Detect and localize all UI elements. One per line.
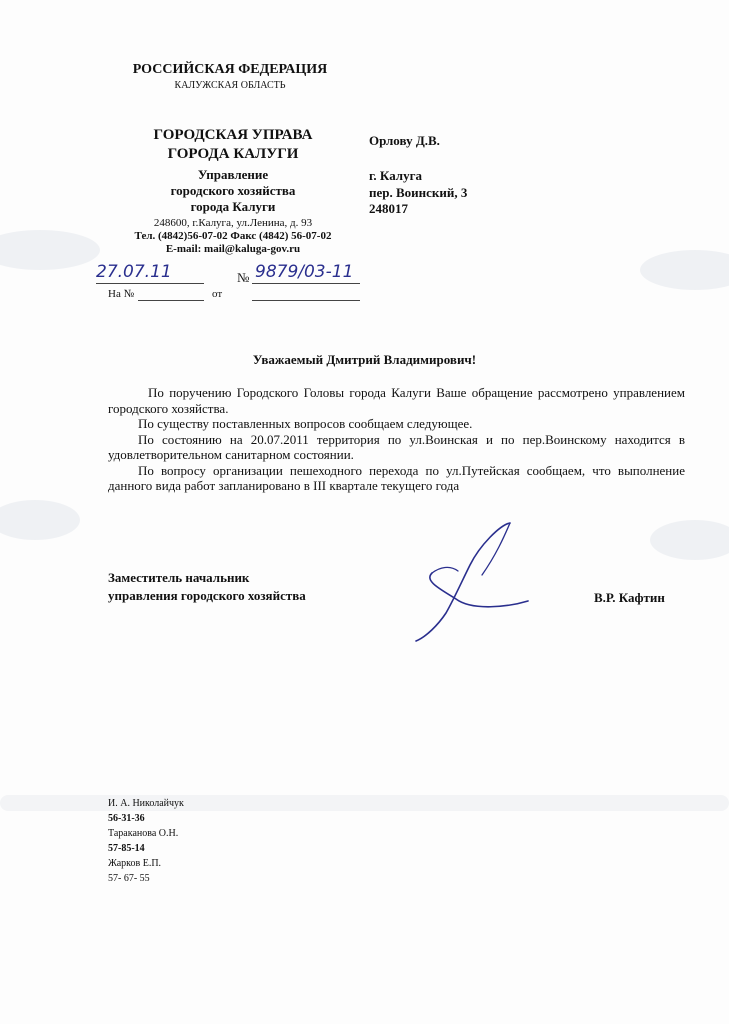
recipient-zip: 248017	[369, 201, 408, 216]
handwritten-number: 9879/03-11	[255, 262, 354, 282]
reply-to-label: На №	[108, 288, 135, 300]
recipient-street: пер. Воинский, 3	[369, 185, 468, 200]
department-line3: города Калуги	[190, 199, 276, 214]
sender-address: 248600, г.Калуга, ул.Ленина, д. 93	[153, 217, 313, 229]
handwritten-date: 27.07.11	[96, 262, 172, 282]
executor-1-phone: 56-31-36	[108, 813, 145, 824]
executor-2-phone: 57-85-14	[108, 843, 145, 854]
signatory-position-line1: Заместитель начальник	[108, 570, 250, 585]
from-underline	[252, 300, 360, 301]
recipient-city: г. Калуга	[369, 168, 423, 183]
number-sign: №	[237, 270, 250, 285]
signatory-name: В.Р. Кафтин	[594, 590, 665, 605]
date-underline	[96, 283, 204, 284]
executor-3-phone: 57- 67- 55	[108, 873, 150, 884]
handwritten-signature	[410, 515, 540, 645]
body-paragraph-3: По состоянию на 20.07.2011 территория по ул.Воинская и по пер.Воинскому находится в удовлетворительном санитарном состоянии.	[108, 431, 685, 462]
paper-smudge	[0, 230, 100, 270]
authority-name-line1: ГОРОДСКАЯ УПРАВА	[153, 127, 313, 143]
signatory-position-line2: управления городского хозяйства	[108, 588, 306, 603]
department-line1: Управление	[197, 167, 269, 182]
executor-3-name: Жарков Е.П.	[108, 858, 162, 869]
recipient-name: Орлову Д.В.	[369, 133, 440, 148]
reply-to-underline	[138, 300, 204, 301]
executor-2-name: Тараканова О.Н.	[108, 828, 179, 839]
authority-name-line2: ГОРОДА КАЛУГИ	[167, 146, 299, 162]
body-paragraph-2: По существу поставленных вопросов сообщаем следующее.	[138, 416, 473, 431]
department-line2: городского хозяйства	[170, 183, 296, 198]
number-underline	[252, 283, 360, 284]
from-label: от	[212, 288, 223, 300]
paper-smudge	[0, 500, 80, 540]
sender-phone: Тел. (4842)56-07-02 Факс (4842) 56-07-02	[134, 230, 332, 242]
greeting: Уважаемый Дмитрий Владимирович!	[252, 352, 477, 367]
body-paragraph-4: По вопросу организации пешеходного перехода по ул.Путейская сообщаем, что выполнение данного вида работ запланировано в III квартале текущего года	[108, 462, 685, 493]
region-name: КАЛУЖСКАЯ ОБЛАСТЬ	[174, 80, 286, 91]
executor-1-name: И. А. Николайчук	[108, 798, 184, 809]
sender-email: E-mail: mail@kaluga-gov.ru	[165, 243, 301, 255]
body-paragraph-1: По поручению Городского Головы города Калуги Ваше обращение рассмотрено управлением городского хозяйства.	[108, 385, 685, 416]
country-name: РОССИЙСКАЯ ФЕДЕРАЦИЯ	[132, 62, 328, 77]
paper-smudge	[650, 520, 729, 560]
letter-body	[108, 385, 685, 494]
paper-smudge	[640, 250, 729, 290]
